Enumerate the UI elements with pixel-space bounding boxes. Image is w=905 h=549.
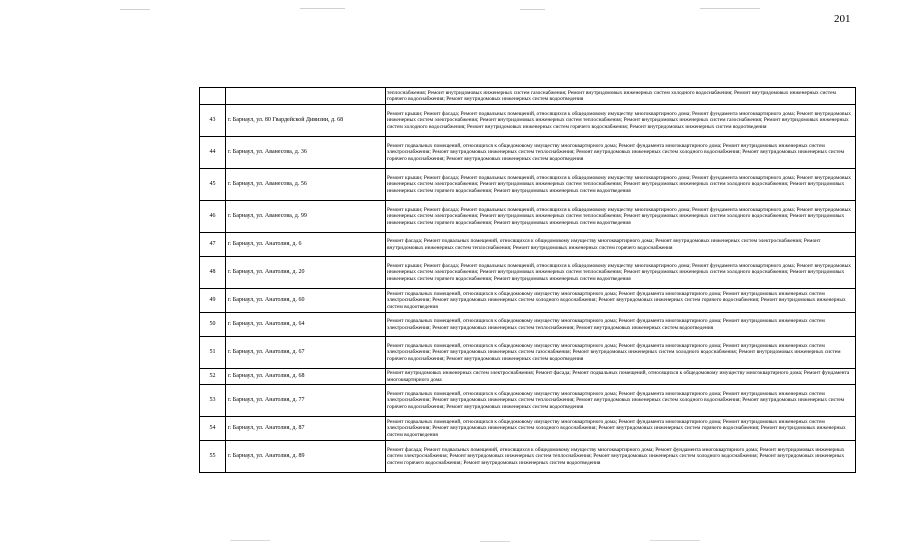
row-address: г. Барнаул, ул. Анатолия, д. 20 <box>226 257 386 289</box>
row-address: г. Барнаул, ул. Аванесова, д. 99 <box>226 201 386 233</box>
table-row <box>200 289 856 313</box>
row-works-list: Ремонт подвальных помещений, относящихся к общедомовому имуществу многоквартирного дома; Ремонт фундамента многоквартирного дома; Ремонт внутридомовых инженерных систем электроснабжения; Ремонт внутридомовых инженерных систем теплоснабжения; Ремонт внутридомовых инженерных систем холодного водоснабжения; Ремонт внутридомовых инженерных систем горячего водоснабжения; Ремонт внутридомовых инженерных систем водоотведения <box>386 137 856 169</box>
row-number: 47 <box>200 233 226 257</box>
row-number: 54 <box>200 417 226 441</box>
table-row <box>200 337 856 369</box>
row-address: г. Барнаул, ул. 80 Гвардейской Дивизии, д. 68 <box>226 105 386 137</box>
row-works-list: Ремонт крыши; Ремонт фасада; Ремонт подвальных помещений, относящихся к общедомовому имуществу многоквартирного дома; Ремонт фундамента многоквартирного дома; Ремонт внутридомовых инженерных систем электроснабжения; Ремонт внутридомовых инженерных систем теплоснабжения; Ремонт внутридомовых инженерных систем холодного водоснабжения; Ремонт внутридомовых инженерных систем горячего водоснабжения; Ремонт внутридомовых инженерных систем водоотведения <box>386 257 856 289</box>
row-works-list: Ремонт подвальных помещений, относящихся к общедомовому имуществу многоквартирного дома; Ремонт фундамента многоквартирного дома; Ремонт внутридомовых инженерных систем электроснабжения; Ремонт внутридомовых инженерных систем теплоснабжения; Ремонт внутридомовых инженерных систем водоотведения <box>386 313 856 337</box>
row-works-list: теплоснабжения; Ремонт внутридомовых инженерных систем газоснабжения; Ремонт внутридомовых инженерных систем холодного водоснабжения; Ремонт внутридомовых инженерных систем горячего водоснабжения; Ремонт внутридомовых инженерных систем водоотведения <box>386 88 856 105</box>
table-row <box>200 385 856 417</box>
row-number: 45 <box>200 169 226 201</box>
row-number: 43 <box>200 105 226 137</box>
row-address: г. Барнаул, ул. Анатолия, д. 60 <box>226 289 386 313</box>
row-number: 53 <box>200 385 226 417</box>
row-works-list: Ремонт крыши; Ремонт фасада; Ремонт подвальных помещений, относящихся к общедомовому имуществу многоквартирного дома; Ремонт фундамента многоквартирного дома; Ремонт внутридомовых инженерных систем электроснабжения; Ремонт внутридомовых инженерных систем теплоснабжения; Ремонт внутридомовых инженерных систем газоснабжения; Ремонт внутридомовых инженерных систем холодного водоснабжения; Ремонт внутридомовых инженерных систем горячего водоснабжения; Ремонт внутридомовых инженерных систем водоотведения <box>386 105 856 137</box>
table-row <box>200 417 856 441</box>
row-address: г. Барнаул, ул. Анатолия, д. 87 <box>226 417 386 441</box>
row-address: г. Барнаул, ул. Анатолия, д. 64 <box>226 313 386 337</box>
repair-works-table <box>199 87 856 473</box>
table-row <box>200 257 856 289</box>
table-row <box>200 233 856 257</box>
table-row <box>200 137 856 169</box>
row-number: 51 <box>200 337 226 369</box>
table-row <box>200 169 856 201</box>
row-number: 48 <box>200 257 226 289</box>
row-works-list: Ремонт внутридомовых инженерных систем электроснабжения; Ремонт фасада; Ремонт подвальных помещений, относящихся к общедомовому имуществу многоквартирного дома; Ремонт фундамента многоквартирного дома <box>386 369 856 385</box>
row-works-list: Ремонт фасада; Ремонт подвальных помещений, относящихся к общедомовому имуществу многоквартирного дома; Ремонт внутридомовых инженерных систем электроснабжения; Ремонт внутридомовых инженерных систем теплоснабжения; Ремонт внутридомовых инженерных систем горячего водоснабжения <box>386 233 856 257</box>
row-number: 46 <box>200 201 226 233</box>
table-row <box>200 105 856 137</box>
table-row <box>200 369 856 385</box>
row-works-list: Ремонт крыши; Ремонт фасада; Ремонт подвальных помещений, относящихся к общедомовому имуществу многоквартирного дома; Ремонт фундамента многоквартирного дома; Ремонт внутридомовых инженерных систем электроснабжения; Ремонт внутридомовых инженерных систем теплоснабжения; Ремонт внутридомовых инженерных систем холодного водоснабжения; Ремонт внутридомовых инженерных систем горячего водоснабжения; Ремонт внутридомовых инженерных систем водоотведения <box>386 201 856 233</box>
row-works-list: Ремонт крыши; Ремонт фасада; Ремонт подвальных помещений, относящихся к общедомовому имуществу многоквартирного дома; Ремонт фундамента многоквартирного дома; Ремонт внутридомовых инженерных систем электроснабжения; Ремонт внутридомовых инженерных систем теплоснабжения; Ремонт внутридомовых инженерных систем холодного водоснабжения; Ремонт внутридомовых инженерных систем горячего водоснабжения; Ремонт внутридомовых инженерных систем водоотведения <box>386 169 856 201</box>
row-number: 52 <box>200 369 226 385</box>
row-works-list: Ремонт фасада; Ремонт подвальных помещений, относящихся к общедомовому имуществу многоквартирного дома; Ремонт фундамента многоквартирного дома; Ремонт внутридомовых инженерных систем электроснабжения; Ремонт внутридомовых инженерных систем теплоснабжения; Ремонт внутридомовых инженерных систем холодного водоснабжения; Ремонт внутридомовых инженерных систем горячего водоснабжения; Ремонт внутридомовых инженерных систем водоотведения <box>386 441 856 473</box>
row-number: 55 <box>200 441 226 473</box>
row-address: г. Барнаул, ул. Анатолия, д. 89 <box>226 441 386 473</box>
row-number: 50 <box>200 313 226 337</box>
row-address: г. Барнаул, ул. Аванесова, д. 56 <box>226 169 386 201</box>
row-address <box>226 88 386 105</box>
table-row <box>200 441 856 473</box>
row-number: 49 <box>200 289 226 313</box>
row-works-list: Ремонт подвальных помещений, относящихся к общедомовому имуществу многоквартирного дома; Ремонт фундамента многоквартирного дома; Ремонт внутридомовых инженерных систем электроснабжения; Ремонт внутридомовых инженерных систем холодного водоснабжения; Ремонт внутридомовых инженерных систем горячего водоснабжения; Ремонт внутридомовых инженерных систем водоотведения <box>386 289 856 313</box>
row-address: г. Барнаул, ул. Аванесова, д. 36 <box>226 137 386 169</box>
row-address: г. Барнаул, ул. Анатолия, д. 68 <box>226 369 386 385</box>
row-works-list: Ремонт подвальных помещений, относящихся к общедомовому имуществу многоквартирного дома; Ремонт фундамента многоквартирного дома; Ремонт внутридомовых инженерных систем электроснабжения; Ремонт внутридомовых инженерных систем теплоснабжения; Ремонт внутридомовых инженерных систем холодного водоснабжения; Ремонт внутридомовых инженерных систем горячего водоснабжения; Ремонт внутридомовых инженерных систем водоотведения <box>386 385 856 417</box>
scan-artifacts-top <box>0 0 905 12</box>
row-address: г. Барнаул, ул. Анатолия, д. 77 <box>226 385 386 417</box>
table-row <box>200 201 856 233</box>
row-address: г. Барнаул, ул. Анатолия, д. 6 <box>226 233 386 257</box>
row-works-list: Ремонт подвальных помещений, относящихся к общедомовому имуществу многоквартирного дома; Ремонт фундамента многоквартирного дома; Ремонт внутридомовых инженерных систем электроснабжения; Ремонт внутридомовых инженерных систем газоснабжения; Ремонт внутридомовых инженерных систем холодного водоснабжения; Ремонт внутридомовых инженерных систем горячего водоснабжения; Ремонт внутридомовых инженерных систем водоотведения <box>386 337 856 369</box>
table-body <box>200 88 856 473</box>
page-number: 201 <box>834 13 851 25</box>
row-address: г. Барнаул, ул. Анатолия, д. 67 <box>226 337 386 369</box>
row-number: 44 <box>200 137 226 169</box>
row-works-list: Ремонт подвальных помещений, относящихся к общедомовому имуществу многоквартирного дома; Ремонт фундамента многоквартирного дома; Ремонт внутридомовых инженерных систем электроснабжения; Ремонт внутридомовых инженерных систем холодного водоснабжения; Ремонт внутридомовых инженерных систем горячего водоснабжения; Ремонт внутридомовых инженерных систем водоотведения <box>386 417 856 441</box>
scan-artifacts-bottom <box>0 536 905 546</box>
row-number <box>200 88 226 105</box>
table-row <box>200 313 856 337</box>
table-row <box>200 88 856 105</box>
